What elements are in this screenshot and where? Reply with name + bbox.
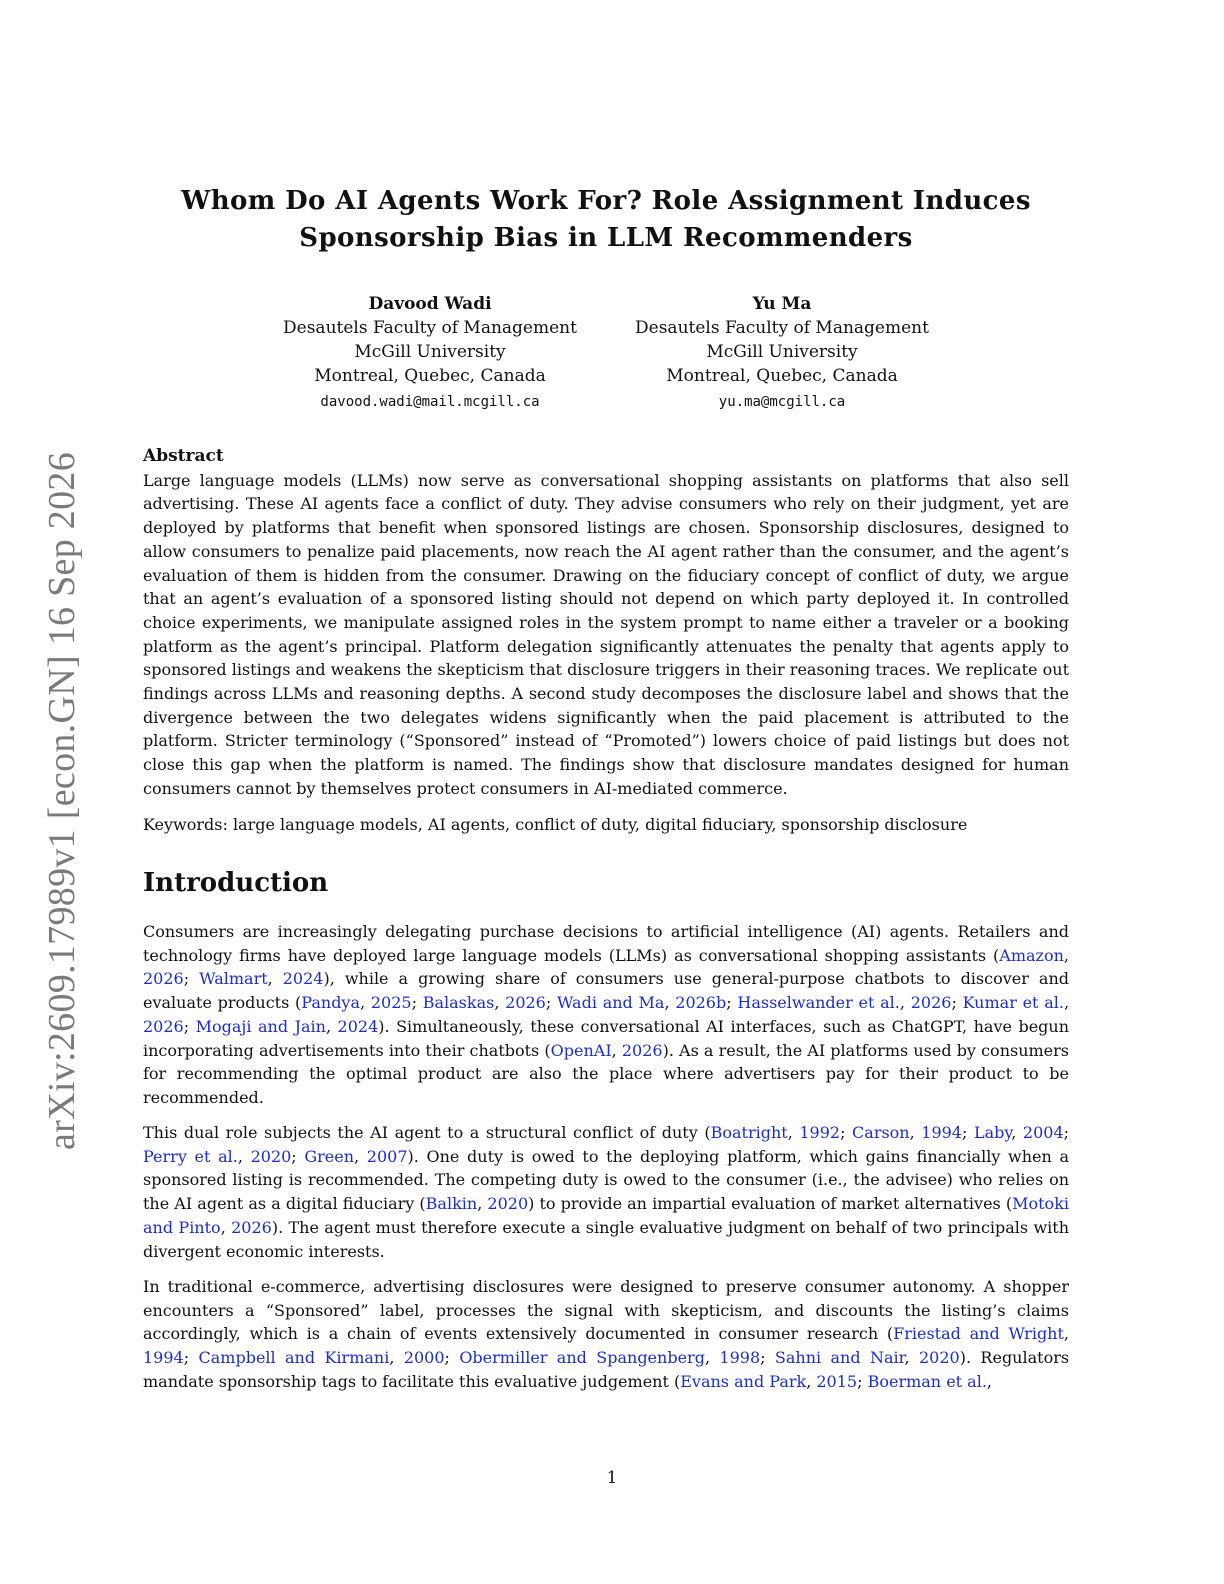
citation-link[interactable]: 2026 (621, 1040, 663, 1060)
citation-link[interactable]: 2026 (143, 1016, 184, 1036)
paper-title: Whom Do AI Agents Work For? Role Assignment Induces Sponsorship Bias in LLM Recommenders (181, 186, 1031, 253)
citation-link[interactable]: Mogaji and Jain (195, 1016, 326, 1036)
paragraph-text: , (704, 1348, 720, 1368)
author-email: davood.wadi@mail.mcgill.ca (320, 394, 540, 410)
author-name: Yu Ma (752, 294, 812, 314)
citation-link[interactable]: Kumar et al. (962, 993, 1064, 1013)
abstract (143, 445, 1069, 801)
paragraph-text: ; (857, 1371, 868, 1391)
citation-link[interactable]: 2024 (282, 969, 324, 989)
citation-link[interactable]: Obermiller and Spangenberg (459, 1348, 705, 1368)
paragraph-text: , (267, 969, 283, 989)
citation-link[interactable]: Balkin (425, 1194, 478, 1214)
author-university: McGill University (354, 342, 506, 362)
paragraph-text: ; (840, 1123, 853, 1142)
paragraph-text: , (477, 1194, 488, 1214)
paragraph-text: , (787, 1123, 800, 1142)
citation-link[interactable]: 2026 (910, 993, 952, 1013)
citation-link[interactable]: 2026 (143, 969, 184, 989)
paragraph-text: , (904, 1348, 919, 1368)
paragraph-text: , (354, 1146, 367, 1166)
page-number: 1 (606, 1468, 618, 1488)
citation-link[interactable]: Campbell and Kirmani (198, 1348, 390, 1368)
citation-link[interactable]: Perry et al. (143, 1146, 238, 1166)
citation-link[interactable]: Walmart (199, 969, 268, 989)
paragraph-text: ; (183, 1348, 199, 1368)
citation-link[interactable]: 1994 (921, 1123, 962, 1142)
author-name: Davood Wadi (368, 294, 492, 314)
citation-link[interactable]: Balaskas (422, 993, 495, 1013)
intro-paragraph-2 (143, 1121, 1069, 1263)
author-block (260, 292, 600, 414)
citation-link[interactable]: 2020 (250, 1146, 292, 1166)
citation-link[interactable]: 2004 (1022, 1123, 1064, 1142)
citation-link[interactable]: 1998 (719, 1348, 761, 1368)
paragraph-text: ; (951, 993, 963, 1013)
paragraph-text: In traditional e-commerce, advertising disclosures were designed to preserve consumer autonomy. A shopper encounters a “Sponsored” label, processes the signal with skepticism, and discounts the listing’s claims accordingly, which is a chain of events extensively documented in consumer research ( (143, 1277, 1069, 1344)
author-university: McGill University (706, 342, 858, 362)
paragraph-text: , (389, 1348, 404, 1368)
paragraph-text: , (360, 993, 371, 1013)
paragraph-text: , (1063, 945, 1069, 965)
paragraph-text: , (494, 993, 506, 1013)
arxiv-identifier-stamp: arXiv:2609.17989v1 [econ.GN] 16 Sep 2026 (41, 451, 83, 1150)
paragraph-text: , (1011, 1123, 1023, 1142)
citation-link[interactable]: Carson (852, 1123, 910, 1142)
paragraph-text: , (325, 1016, 338, 1036)
citation-link[interactable]: 2020 (919, 1348, 960, 1368)
keywords: Keywords: large language models, AI agents, conflict of duty, digital fiduciary, sponsorship disclosure (143, 815, 968, 834)
author-email: yu.ma@mcgill.ca (718, 394, 846, 410)
paragraph-text: ). Simultaneously, these conversational AI interfaces, such as ChatGPT, have begun incorporating advertisements into their chatbots ( (143, 1016, 1070, 1060)
paragraph-text: , (220, 1217, 232, 1237)
paragraph-text: ; (961, 1123, 974, 1142)
paragraph-text: , (1063, 1324, 1070, 1344)
citation-link[interactable]: 2020 (487, 1194, 529, 1214)
abstract-text: Large language models (LLMs) now serve as conversational shopping assistants on platforms that also sell advertising. These AI agents face a conflict of duty. They advise consumers who rely on their judgment, yet are deployed by platforms that benefit when sponsored listings are chosen. Sponsorship disclosures, designed to allow consumers to penalize paid placements, now reach the AI agent rather than the consumer, and the agent’s evaluation of them is hidden from the consumer. Drawing on the fiduciary concept of conflict of duty, we argue that an agent’s evaluation of a sponsored listing should not depend on which party deployed it. In controlled choice experiments, we manipulate assigned roles in the system prompt to name either a traveler or a booking platform as the agent’s principal. Platform delegation significantly attenuates the penalty that agents apply to sponsored listings and weakens the skepticism that disclosure triggers in their reasoning traces. We replicate out findings across LLMs and reasoning depths. A second study decomposes the disclosure label and shows that the divergence between the two delegates widens significantly when the paid placement is attributed to the platform. Stricter terminology (“Sponsored” instead of “Promoted”) lowers choice of paid listings but does not close this gap when the platform is named. The findings show that disclosure mandates designed for human consumers cannot by themselves protect consumers in AI-mediated commerce. (143, 470, 1069, 798)
paragraph-text: ). The agent must therefore execute a single evaluative judgment on behalf of two principals with divergent economic interests. (143, 1217, 1070, 1261)
author-affiliation: Desautels Faculty of Management (283, 318, 577, 338)
paragraph-text: ; (1063, 1123, 1070, 1142)
intro-paragraph-3 (143, 1275, 1069, 1394)
paragraph-text: ) to provide an impartial evaluation of market alternatives ( (528, 1194, 1013, 1214)
author-location: Montreal, Quebec, Canada (666, 366, 898, 386)
citation-link[interactable]: 1994 (143, 1348, 184, 1368)
citation-link[interactable]: Sahni and Nair (774, 1348, 905, 1368)
paragraph-text: ). One duty is owed to the deploying platform, which gains financially when a sponsored listing is recommended. The competing duty is owed to the consumer (i.e., the advisee) who relies on the AI agent as a digital fiduciary ( (143, 1146, 1070, 1214)
abstract-heading: Abstract (143, 446, 224, 466)
paragraph-text: ; (291, 1146, 305, 1166)
citation-link[interactable]: 2007 (366, 1146, 408, 1166)
paragraph-text: , (1063, 993, 1070, 1013)
paragraph-text: , (899, 993, 911, 1013)
section-heading-introduction: Introduction (143, 868, 329, 898)
author-block (612, 292, 952, 414)
citation-link[interactable]: 2024 (337, 1016, 379, 1036)
paragraph-text: ; (545, 993, 557, 1013)
citation-link[interactable]: 2000 (403, 1348, 445, 1368)
paragraph-text: ; (183, 969, 200, 989)
citation-link[interactable]: OpenAI (550, 1040, 612, 1060)
citation-link[interactable]: 2026 (231, 1217, 272, 1237)
citation-link[interactable]: 1992 (799, 1123, 841, 1142)
citation-link[interactable]: 2025 (370, 993, 412, 1013)
paragraph-text: , (664, 993, 676, 1013)
citation-link[interactable]: 2015 (816, 1371, 858, 1391)
paragraph-text: ; (726, 993, 738, 1013)
paragraph-text: ; (411, 993, 423, 1013)
paragraph-text: ). Regulators mandate sponsorship tags to facilitate this evaluative judgement ( (143, 1348, 1070, 1391)
author-location: Montreal, Quebec, Canada (314, 366, 546, 386)
citation-link[interactable]: Laby (973, 1123, 1012, 1142)
intro-paragraph-1 (143, 920, 1069, 1110)
citation-link[interactable]: Pandya (301, 993, 361, 1013)
paragraph-text: , (986, 1371, 993, 1391)
paragraph-text: ; (444, 1348, 460, 1368)
citation-link[interactable]: Evans and Park (680, 1371, 807, 1391)
citation-link[interactable]: Hasselwander et al. (737, 993, 900, 1013)
citation-link[interactable]: Boerman et al. (867, 1371, 987, 1391)
paragraph-text: ), while a growing share of consumers use general-purpose chatbots to discover and evaluate products ( (143, 969, 1069, 1013)
paragraph-text: ; (760, 1348, 775, 1368)
citation-link[interactable]: Green (304, 1146, 355, 1166)
citation-link[interactable]: Boatright (710, 1123, 788, 1142)
citation-link[interactable]: Motoki and Pinto (143, 1194, 1069, 1237)
paragraph-text: , (611, 1040, 622, 1060)
paragraph-text: , (806, 1371, 817, 1391)
paragraph-text: ; (183, 1016, 196, 1036)
paragraph-text: , (237, 1146, 251, 1166)
citation-link[interactable]: 2026 (505, 993, 546, 1013)
paragraph-text: Consumers are increasingly delegating purchase decisions to artificial intelligence (AI) agents. Retailers and technology firms have deployed large language models (LLMs) as conversational shopping assistants ( (143, 922, 1069, 965)
citation-link[interactable]: 2026b (675, 993, 727, 1013)
author-affiliation: Desautels Faculty of Management (635, 318, 929, 338)
paragraph-text: , (909, 1123, 922, 1142)
paragraph-text: ). As a result, the AI platforms used by consumers for recommending the optimal product are also the place where advertisers pay for their product to be recommended. (143, 1040, 1070, 1107)
citation-link[interactable]: Friestad and Wright (893, 1324, 1064, 1344)
citation-link[interactable]: Amazon (999, 945, 1064, 965)
citation-link[interactable]: Wadi and Ma (557, 993, 665, 1013)
paragraph-text: This dual role subjects the AI agent to a structural conflict of duty ( (143, 1123, 711, 1142)
